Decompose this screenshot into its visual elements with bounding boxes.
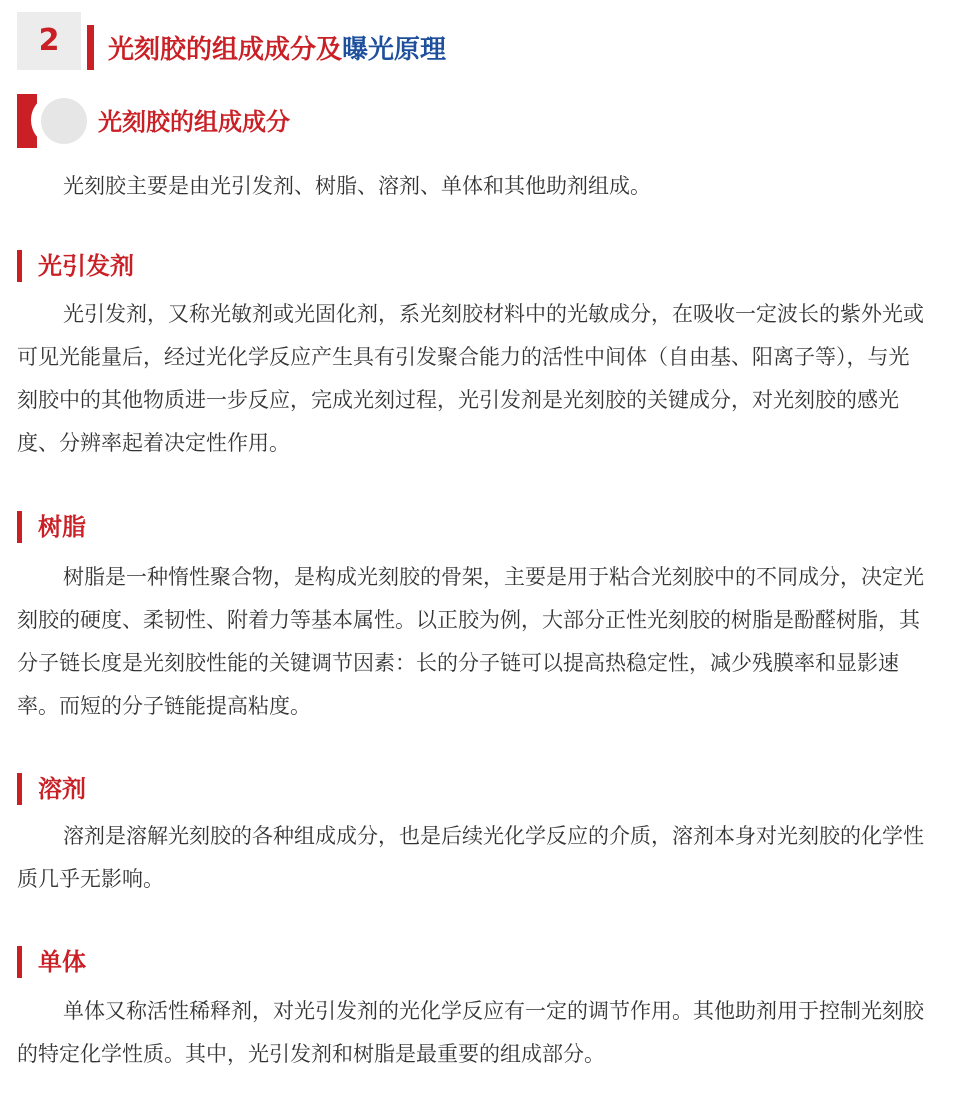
component-body-photoinitiator	[17, 293, 924, 465]
section-title	[108, 30, 446, 70]
subsection-title: 光刻胶的组成成分	[98, 108, 290, 136]
heading-text: 溶剂	[38, 775, 86, 803]
body-text: 溶剂是溶解光刻胶的各种组成成分，也是后续光化学反应的介质，溶剂本身对光刻胶的化学性质几乎无影响。	[17, 824, 924, 891]
component-body-solvent	[17, 815, 924, 901]
heading-accent-bar	[17, 511, 22, 543]
component-heading-photoinitiator	[17, 246, 517, 286]
heading-accent-bar	[17, 946, 22, 978]
component-body-monomer	[17, 990, 924, 1076]
body-text: 光引发剂，又称光敏剂或光固化剂，系光刻胶材料中的光敏成分，在吸收一定波长的紫外光或可见光能量后，经过光化学反应产生具有引发聚合能力的活性中间体（自由基、阳离子等），与光刻胶中的其他物质进一步反应，完成光刻过程，光引发剂是光刻胶的关键成分，对光刻胶的感光度、分辨率起着决定性作用。	[17, 302, 924, 455]
subsection-header	[17, 94, 617, 148]
subsection-circle-decoration	[41, 98, 87, 144]
component-heading-monomer	[17, 942, 517, 982]
component-heading-resin	[17, 507, 517, 547]
section-header	[17, 12, 917, 72]
body-text: 树脂是一种惰性聚合物，是构成光刻胶的骨架，主要是用于粘合光刻胶中的不同成分，决定光刻胶的硬度、柔韧性、附着力等基本属性。以正胶为例，大部分正性光刻胶的树脂是酚醛树脂，其分子链长度是光刻胶性能的关键调节因素：长的分子链可以提高热稳定性，减少残膜率和显影速率。而短的分子链能提高粘度。	[17, 565, 924, 718]
section-title-part2: 曝光原理	[342, 35, 447, 65]
section-title-part1: 光刻胶的组成成分及	[108, 35, 343, 65]
section-number: 2	[17, 12, 81, 70]
heading-accent-bar	[17, 250, 22, 282]
heading-accent-bar	[17, 773, 22, 805]
heading-text: 树脂	[38, 513, 86, 541]
heading-text: 光引发剂	[38, 252, 134, 280]
intro-text: 光刻胶主要是由光引发剂、树脂、溶剂、单体和其他助剂组成。	[63, 174, 651, 198]
body-text: 单体又称活性稀释剂，对光引发剂的光化学反应有一定的调节作用。其他助剂用于控制光刻胶的特定化学性质。其中，光引发剂和树脂是最重要的组成部分。	[17, 999, 924, 1066]
intro-paragraph	[17, 165, 924, 208]
component-heading-solvent	[17, 769, 517, 809]
heading-text: 单体	[38, 948, 86, 976]
component-body-resin	[17, 556, 924, 728]
section-accent-bar	[87, 25, 94, 70]
